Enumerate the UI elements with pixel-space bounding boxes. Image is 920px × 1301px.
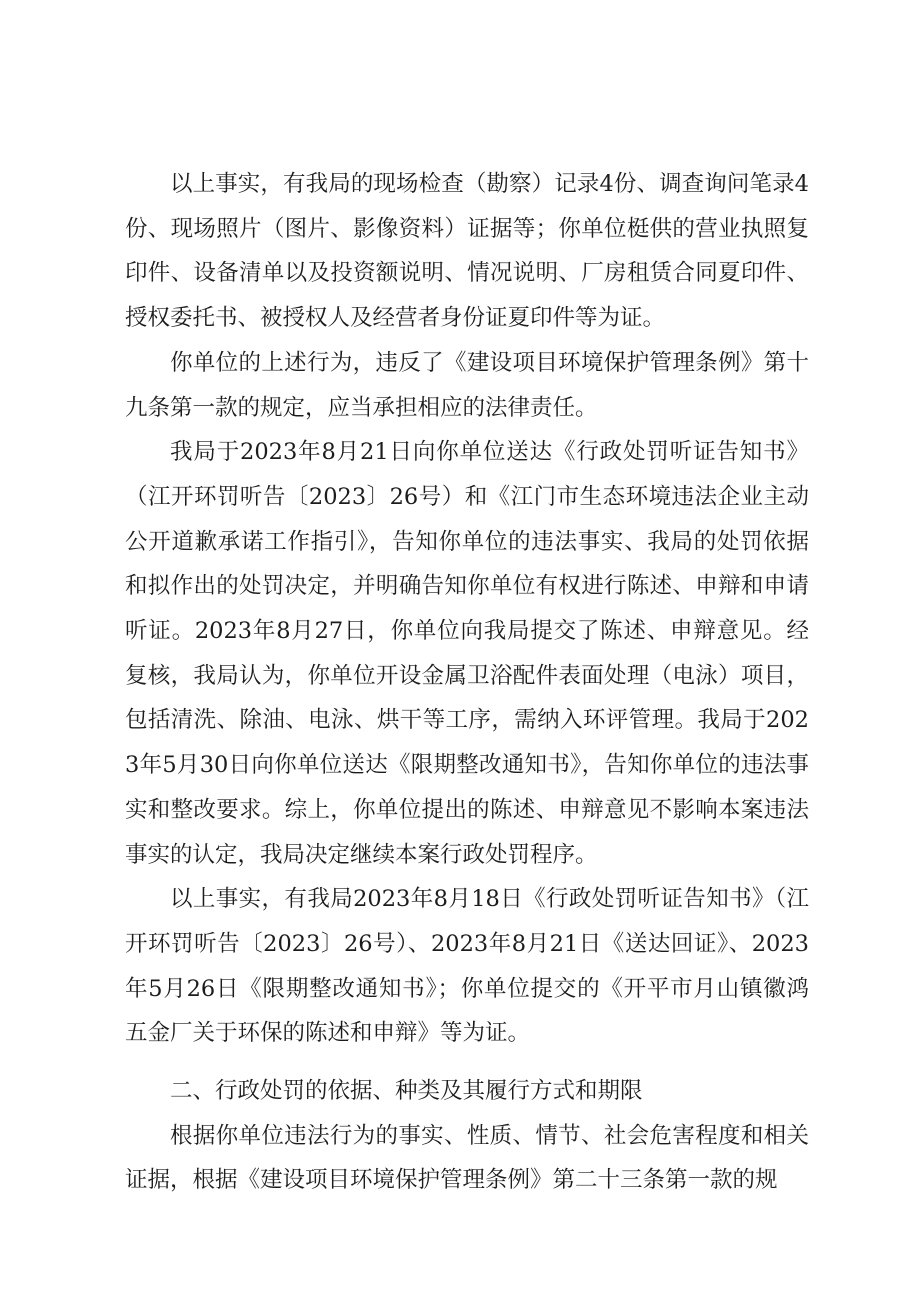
paragraph-penalty-basis: 根据你单位违法行为的事实、性质、情节、社会危害程度和相关证据，根据《建设项目环境保护管理条例》第二十三条第一款的规 [125,1122,809,1194]
paragraph-violation: 你单位的上述行为，违反了《建设项目环境保护管理条例》第十九条第一款的规定，应当承担相应的法律责任。 [125,349,809,421]
section-heading: 二、行政处罚的依据、种类及其履行方式和期限 [170,1078,643,1105]
paragraph-evidence-2: 以上事实，有我局2023年8月18日《行政处罚听证告知书》（江开环罚听告〔2023〕26号）、2023年8月21日《送达回证》、2023年5月26日《限期整改通知书》；你单位提交的《开平市月山镇徽鸿五金厂关于环保的陈述和申辩》等为证。 [125,886,809,1047]
document-body [125,162,809,1203]
paragraph-evidence-1: 以上事实，有我局的现场检查（勘察）记录4份、调查询问笔录4份、现场照片（图片、影像资料）证据等；你单位梃供的营业执照复印件、设备清单以及投资额说明、情况说明、厂房租赁合同夏印件、授权委托书、被授权人及经营者身份证夏印件等为证。 [125,171,809,332]
paragraph-hearing-notice: 我局于2023年8月21日向你单位送达《行政处罚听证告知书》（江开环罚听告〔2023〕26号）和《江门市生态环境违法企业主动公开道歉承诺工作指引》，告知你单位的违法事实、我局的处罚依据和拟作出的处罚决定，并明确告知你单位有权进行陈述、申辩和申请听证。2023年8月27日，你单位向我局提交了陈述、申辩意见。经复核，我局认为，你单位开设金属卫浴配件表面处理（电泳）项目，包括清洗、除油、电泳、烘干等工序，需纳入环评管理。我局于2023年5月30日向你单位送达《限期整改通知书》，告知你单位的违法事实和整改要求。综上，你单位提出的陈述、申辩意见不影响本案违法事实的认定，我局决定继续本案行政处罚程序。 [125,439,809,868]
